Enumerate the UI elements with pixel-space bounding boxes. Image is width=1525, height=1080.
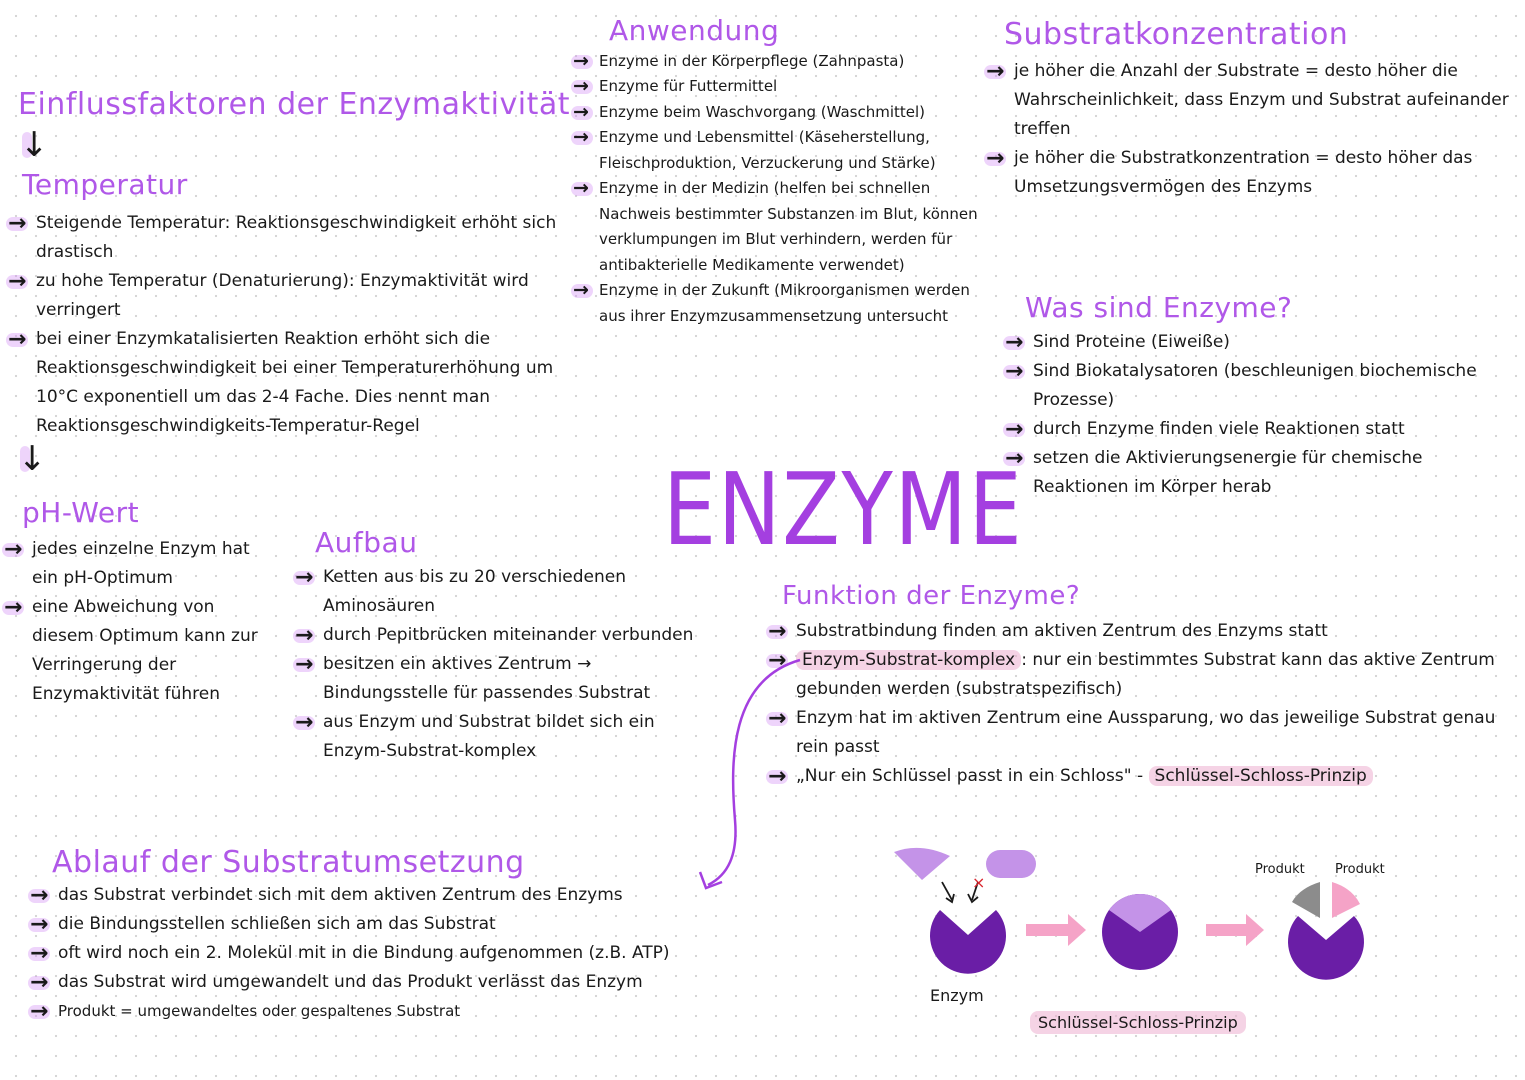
- diagram-caption: [1030, 1013, 1246, 1032]
- enzyme-icon: [1288, 916, 1364, 980]
- temperature-item: → bei einer Enzymkatalisierten Reaktion erhöht sich die Reaktionsgeschwindigkeit bei einer Temperaturerhöhung um 10°C exponentiell um das 2-4 Fache. Dies nennt man Reaktionsgeschwindigkeits-Temperatur-Regel: [8, 325, 562, 441]
- function-item: [768, 646, 1520, 704]
- lock-key-principle-highlight: Schlüssel-Schloss-Prinzip: [1149, 766, 1373, 786]
- arrow-right-icon: [1206, 914, 1264, 946]
- influence-title: Einflussfaktoren der Enzymaktivität: [18, 87, 571, 122]
- temperature-title: Temperatur: [22, 168, 188, 201]
- temperature-section: [22, 170, 562, 441]
- down-arrow-icon: ↓: [18, 439, 47, 479]
- temperature-item: → zu hohe Temperatur (Denaturierung): Enzymaktivität wird verringert: [8, 267, 562, 325]
- application-item: → Enzyme in der Medizin (helfen bei schnellen Nachweis bestimmter Substanzen im Blut, können verklumpungen im Blut verhindern, werden für antibakterielle Medikamente verwendet): [573, 176, 995, 278]
- main-title: ENZYME: [663, 451, 1024, 568]
- enzyme-substrate-complex-highlight: Enzym-Substrat-komplex: [796, 650, 1021, 670]
- what-item: → Sind Biokatalysatoren (beschleunigen biochemische Prozesse): [1005, 357, 1520, 415]
- function-item: [768, 762, 1520, 791]
- what-item: → setzen die Aktivierungsenergie für chemische Reaktionen im Körper herab: [1005, 444, 1520, 502]
- function-item: → Substratbindung finden am aktiven Zentrum des Enzyms statt: [768, 617, 1520, 646]
- process-item: → das Substrat verbindet sich mit dem aktiven Zentrum des Enzyms: [30, 881, 792, 910]
- enzyme-icon: [930, 910, 1006, 974]
- substrate-nonfitting-icon: [986, 850, 1036, 878]
- process-section: [52, 846, 792, 1026]
- what-item: → durch Enzyme finden viele Reaktionen statt: [1005, 415, 1520, 444]
- application-item: → Enzyme für Futtermittel: [573, 74, 995, 100]
- product-icon: [1332, 882, 1360, 918]
- substrate-concentration-item: → je höher die Anzahl der Substrate = desto höher die Wahrscheinlichkeit, dass Enzym und Substrat aufeinander treffen: [986, 57, 1520, 144]
- application-section: [595, 16, 995, 329]
- down-arrow-icon: ↓: [20, 125, 49, 165]
- substrate-concentration-title: Substratkonzentration: [1004, 17, 1349, 52]
- application-item: → Enzyme in der Körperpflege (Zahnpasta): [573, 49, 995, 75]
- application-title: Anwendung: [609, 14, 780, 47]
- arrow-right-icon: [1026, 914, 1086, 946]
- process-item: → oft wird noch ein 2. Molekül mit in die Bindung aufgenommen (z.B. ATP): [30, 939, 792, 968]
- lock-key-diagram: [880, 840, 1400, 1000]
- influence-section: [18, 88, 570, 121]
- process-item: → das Substrat wird umgewandelt und das Produkt verlässt das Enzym: [30, 968, 792, 997]
- ph-item: → jedes einzelne Enzym hat ein pH-Optimum: [4, 535, 262, 593]
- ph-item: → eine Abweichung von diesem Optimum kann zur Verringerung der Enzymaktivität führen: [4, 593, 262, 709]
- product-label: Produkt: [1255, 862, 1305, 877]
- structure-item: → Ketten aus bis zu 20 verschiedenen Aminosäuren: [295, 563, 715, 621]
- product-icon: [1292, 882, 1320, 918]
- process-item: → die Bindungsstellen schließen sich am das Substrat: [30, 910, 792, 939]
- application-item: → Enzyme in der Zukunft (Mikroorganismen werden aus ihrer Enzymzusammensetzung untersucht: [573, 278, 995, 329]
- function-section: [782, 582, 1520, 791]
- function-item: → Enzym hat im aktiven Zentrum eine Aussparung, wo das jeweilige Substrat genau rein passt: [768, 704, 1520, 762]
- what-item: → Sind Proteine (Eiweiße): [1005, 328, 1520, 357]
- substrate-concentration-item: → je höher die Substratkonzentration = desto höher das Umsetzungsvermögen des Enzyms: [986, 144, 1520, 202]
- structure-title: Aufbau: [315, 526, 418, 559]
- temperature-item: → Steigende Temperatur: Reaktionsgeschwindigkeit erhöht sich drastisch: [8, 209, 562, 267]
- structure-item: → durch Pepitbrücken miteinander verbunden: [295, 621, 715, 650]
- application-item: → Enzyme und Lebensmittel (Käseherstellung, Fleischproduktion, Verzuckerung und Stärke): [573, 125, 995, 176]
- structure-section: [315, 528, 715, 766]
- what-section: [1025, 293, 1520, 502]
- function-title: Funktion der Enzyme?: [782, 581, 1081, 611]
- function-item-text: : nur ein bestimmtes Substrat kann das aktive Zentrum gebunden werden (substratspezifisch): [796, 649, 1495, 699]
- diagram-caption-text: Schlüssel-Schloss-Prinzip: [1030, 1011, 1246, 1034]
- function-item-text: „Nur ein Schlüssel passt in ein Schloss" -: [796, 765, 1149, 786]
- substrate-concentration-section: [1000, 18, 1520, 202]
- substrate-wedge-icon: [894, 848, 950, 880]
- product-label: Produkt: [1335, 862, 1385, 877]
- what-title: Was sind Enzyme?: [1025, 291, 1293, 324]
- structure-item: → aus Enzym und Substrat bildet sich ein Enzym-Substrat-komplex: [295, 708, 715, 766]
- ph-section: [22, 498, 262, 709]
- svg-text:×: ×: [972, 873, 986, 892]
- enzyme-label: Enzym: [930, 986, 984, 1005]
- ph-title: pH-Wert: [22, 496, 140, 529]
- process-title: Ablauf der Substratumsetzung: [52, 845, 525, 880]
- structure-item: → besitzen ein aktives Zentrum → Bindungsstelle für passendes Substrat: [295, 650, 715, 708]
- application-item: → Enzyme beim Waschvorgang (Waschmittel): [573, 100, 995, 126]
- process-item: → Produkt = umgewandeltes oder gespaltenes Substrat: [30, 997, 792, 1026]
